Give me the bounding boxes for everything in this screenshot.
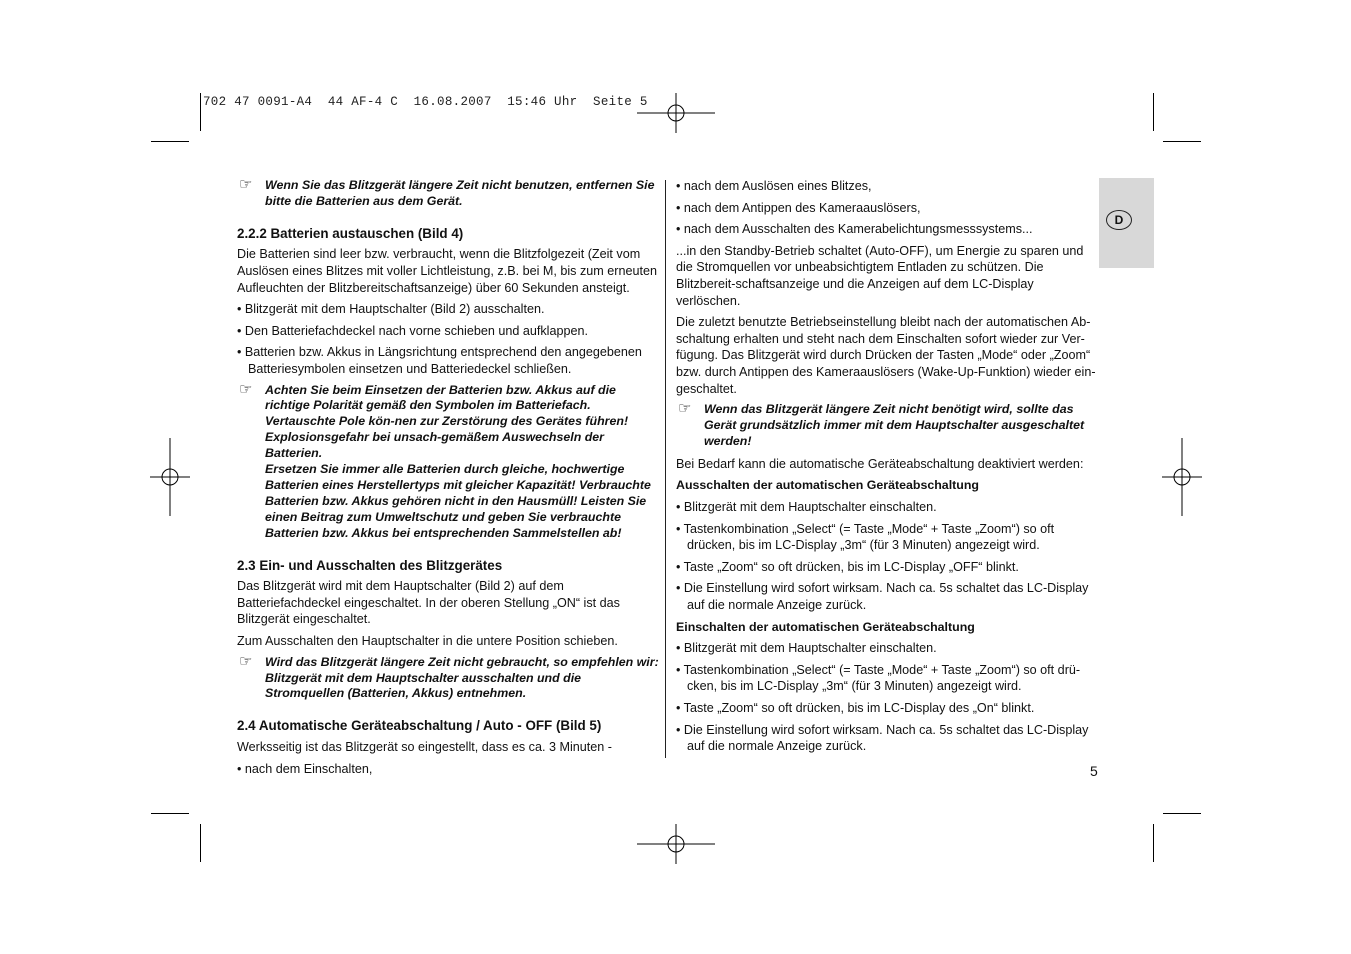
pointing-hand-icon: ☞: [239, 652, 253, 670]
note-text: Achten Sie beim Einsetzen der Batterien bzw. Akkus auf die richtige Polarität gemäß den Symbolen im Batteriefach. Vertauschte Pole kön-nen zur Zerstörung des Gerätes führen! Explosionsgefahr bei unsach-gemäßem Auswechseln der Batterien.: [265, 382, 629, 461]
list-item: • Blitzgerät mit dem Hauptschalter einschalten.: [676, 641, 937, 656]
list-item: • Tastenkombination „Select“ (= Taste „Mode“ + Taste „Zoom“) so oft drü-cken, bis im LC-Display „3m“ (für 3 Minuten) angezeigt wird.: [676, 662, 1081, 694]
heading-2-3: 2.3 Ein- und Ausschalten des Blitzgerätes: [237, 557, 503, 573]
note-text: Wenn Sie das Blitzgerät längere Zeit nicht benutzen, entfernen Sie bitte die Batterien aus dem Gerät.: [265, 178, 655, 208]
right-column: [676, 178, 1099, 760]
heading-2-2-2: 2.2.2 Batterien austauschen (Bild 4): [237, 225, 464, 241]
registration-mark-icon: [637, 824, 715, 864]
crop-mark: [151, 813, 189, 814]
paragraph: Die zuletzt benutzte Betriebseinstellung bleibt nach der automatischen Ab-schaltung erhalten und steht nach dem Einschalten sofort wieder zur Ver-fügung. Das Blitzgerät wird durch Drücken der Tasten „Mode“ oder „Zoom“ bzw. durch Antippen des Kameraauslösers (Wake-Up-Funktion) wieder ein-geschaltet.: [676, 315, 1096, 396]
left-column: [237, 178, 660, 782]
list-item: • Blitzgerät mit dem Hauptschalter (Bild 2) ausschalten.: [237, 302, 545, 317]
list-item: • Die Einstellung wird sofort wirksam. Nach ca. 5s schaltet das LC-Display auf die normale Anzeige zurück.: [676, 581, 1089, 612]
list-item: • nach dem Einschalten,: [237, 761, 373, 776]
list-item: • nach dem Ausschalten des Kamerabelichtungsmesssystems...: [676, 222, 1033, 237]
note-remove-batteries: [237, 178, 660, 210]
language-tab-label: D: [1106, 210, 1132, 230]
registration-mark-icon: [1162, 438, 1202, 516]
crop-mark: [1153, 93, 1154, 131]
crop-mark: [1153, 824, 1154, 862]
subheading-auto-off-enable: Einschalten der automatischen Geräteabschaltung: [676, 619, 975, 634]
spacer: [237, 708, 660, 718]
list-item: • Batterien bzw. Akkus in Längsrichtung entsprechend den angegebenen Batteriesymbolen einsetzen und Batteriedeckel schließen.: [237, 345, 642, 376]
subheading-auto-off-disable: Ausschalten der automatischen Geräteabschaltung: [676, 478, 979, 493]
column-divider: [665, 180, 666, 758]
paragraph: Die Batterien sind leer bzw. verbraucht, wenn die Blitzfolgezeit (Zeit vom Auslösen eines Blitzes mit voller Lichtleistung, z.B. bei M, bis zum erneuten Aufleuchten der Blitzbereitschaftsanzeige) über 60 Sekunden ansteigt.: [237, 247, 657, 295]
crop-mark: [151, 141, 189, 142]
language-tab: [1099, 178, 1154, 268]
paragraph: Das Blitzgerät wird mit dem Hauptschalter (Bild 2) auf dem Batteriefachdeckel eingeschaltet. In der oberen Stellung „ON“ ist das Blitzgerät eingeschaltet.: [237, 579, 620, 627]
list-item: • Blitzgerät mit dem Hauptschalter einschalten.: [676, 500, 937, 515]
paragraph: Zum Ausschalten den Hauptschalter in die untere Position schieben.: [237, 634, 618, 648]
list-item: • Die Einstellung wird sofort wirksam. Nach ca. 5s schaltet das LC-Display auf die normale Anzeige zurück.: [676, 722, 1089, 754]
registration-mark-icon: [637, 93, 715, 133]
list-item: • nach dem Antippen des Kameraauslösers,: [676, 200, 921, 215]
list-item: • Tastenkombination „Select“ (= Taste „Mode“ + Taste „Zoom“) so oft drücken, bis im LC-Display „3m“ (für 3 Minuten) angezeigt wird.: [676, 521, 1055, 553]
pointing-hand-icon: ☞: [239, 176, 253, 193]
paragraph: ...in den Standby-Betrieb schaltet (Auto-OFF), um Energie zu sparen und die Stromquellen vor unbeabsichtigtem Entladen zu schützen. Die Blitzbereit-schaftsanzeige und die Anzeigen auf dem LC-Display verlöschen.: [676, 243, 1084, 308]
pointing-hand-icon: ☞: [678, 400, 692, 418]
list-item: • Taste „Zoom“ so oft drücken, bis im LC-Display des „On“ blinkt.: [676, 700, 1035, 715]
heading-2-4: 2.4 Automatische Geräteabschaltung / Auto - OFF (Bild 5): [237, 718, 602, 734]
paragraph: Bei Bedarf kann die automatische Geräteabschaltung deaktiviert werden:: [676, 456, 1084, 471]
print-slug: 702 47 0091-A4 44 AF-4 C 16.08.2007 15:46 Uhr Seite 5: [203, 95, 648, 109]
note-text: Wenn das Blitzgerät längere Zeit nicht benötigt wird, sollte das Gerät grundsätzlich immer mit dem Hauptschalter ausgeschaltet werden!: [704, 402, 1085, 448]
note-battery-polarity: [237, 380, 660, 542]
page-number: 5: [1090, 763, 1098, 779]
crop-mark: [200, 93, 201, 131]
registration-mark-icon: [150, 438, 190, 516]
list-item: • Den Batteriefachdeckel nach vorne schieben und aufklappen.: [237, 323, 588, 338]
note-long-storage: [237, 652, 660, 703]
note-main-switch: [676, 402, 1099, 450]
crop-mark: [1163, 813, 1201, 814]
note-text: Ersetzen Sie immer alle Batterien durch gleiche, hochwertige Batterien eines Herstellertyps mit gleicher Kapazität! Verbrauchte Batterien bzw. Akkus gehören nicht in den Hausmüll! Leisten Sie einen Beitrag zum Umweltschutz und geben Sie verbrauchte Batterien bzw. Akkus bei entsprechenden Sammelstellen ab!: [265, 462, 651, 540]
spacer: [237, 216, 660, 226]
crop-mark: [1163, 141, 1201, 142]
paragraph: Werksseitig ist das Blitzgerät so eingestellt, dass es ca. 3 Minuten -: [237, 739, 612, 754]
list-item: • nach dem Auslösen eines Blitzes,: [676, 179, 872, 193]
list-item: • Taste „Zoom“ so oft drücken, bis im LC-Display „OFF“ blinkt.: [676, 559, 1019, 574]
crop-mark: [200, 824, 201, 862]
pointing-hand-icon: ☞: [239, 380, 253, 398]
note-text: Wird das Blitzgerät längere Zeit nicht gebraucht, so empfehlen wir: Blitzgerät mit dem Hauptschalter ausschalten und die Stromquellen (Batterien, Akkus) entnehmen.: [265, 654, 659, 701]
spacer: [237, 548, 660, 558]
